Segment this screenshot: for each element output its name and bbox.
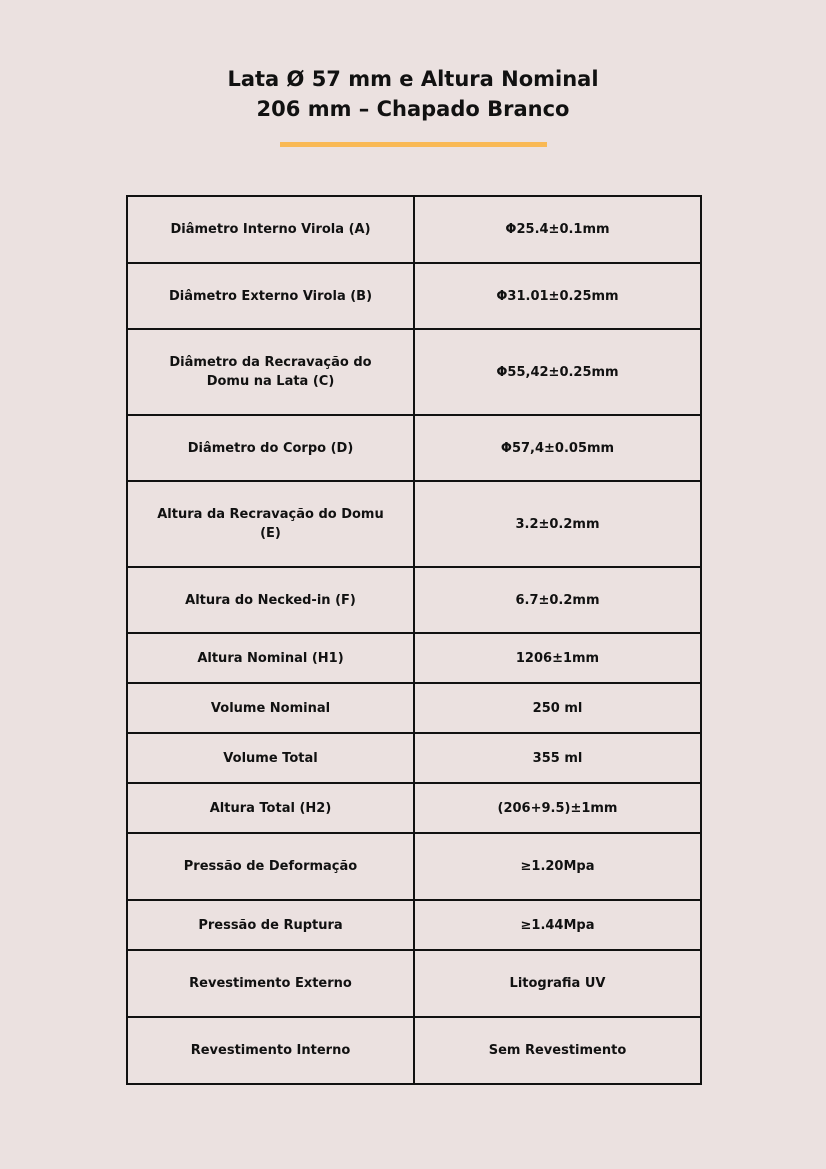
table-row bbox=[127, 833, 701, 900]
spec-table bbox=[126, 195, 702, 1085]
table-row bbox=[127, 783, 701, 833]
table-row bbox=[127, 900, 701, 950]
row-value: ≥1.20Mpa bbox=[414, 833, 701, 900]
row-label: Pressão de Deformação bbox=[127, 833, 414, 900]
row-value: Φ57,4±0.05mm bbox=[414, 415, 701, 481]
row-label: Revestimento Interno bbox=[127, 1017, 414, 1084]
table-row bbox=[127, 329, 701, 415]
row-label: Volume Total bbox=[127, 733, 414, 783]
row-value: 250 ml bbox=[414, 683, 701, 733]
row-value: 1206±1mm bbox=[414, 633, 701, 683]
title-accent-bar bbox=[280, 142, 547, 147]
row-label: Altura da Recravação do Domu (E) bbox=[127, 481, 414, 567]
row-label: Altura Nominal (H1) bbox=[127, 633, 414, 683]
row-label: Pressão de Ruptura bbox=[127, 900, 414, 950]
row-value: 6.7±0.2mm bbox=[414, 567, 701, 633]
row-label: Altura do Necked-in (F) bbox=[127, 567, 414, 633]
table-row bbox=[127, 950, 701, 1017]
page-title bbox=[0, 64, 826, 124]
table-row bbox=[127, 196, 701, 263]
title-line-1: Lata Ø 57 mm e Altura Nominal bbox=[227, 67, 599, 91]
row-value: Litografia UV bbox=[414, 950, 701, 1017]
table-row bbox=[127, 733, 701, 783]
row-value: Φ31.01±0.25mm bbox=[414, 263, 701, 329]
table-row bbox=[127, 415, 701, 481]
row-value: 355 ml bbox=[414, 733, 701, 783]
row-label: Diâmetro da Recravação do Domu na Lata (C) bbox=[127, 329, 414, 415]
row-value: Φ25.4±0.1mm bbox=[414, 196, 701, 263]
row-label: Volume Nominal bbox=[127, 683, 414, 733]
table-row bbox=[127, 633, 701, 683]
row-label: Revestimento Externo bbox=[127, 950, 414, 1017]
table-row bbox=[127, 683, 701, 733]
row-value: Φ55,42±0.25mm bbox=[414, 329, 701, 415]
row-label: Diâmetro do Corpo (D) bbox=[127, 415, 414, 481]
row-value: (206+9.5)±1mm bbox=[414, 783, 701, 833]
row-value: Sem Revestimento bbox=[414, 1017, 701, 1084]
row-value: ≥1.44Mpa bbox=[414, 900, 701, 950]
table-row bbox=[127, 481, 701, 567]
row-value: 3.2±0.2mm bbox=[414, 481, 701, 567]
table-row bbox=[127, 567, 701, 633]
row-label: Altura Total (H2) bbox=[127, 783, 414, 833]
title-line-2: 206 mm – Chapado Branco bbox=[256, 97, 570, 121]
table-row bbox=[127, 263, 701, 329]
row-label: Diâmetro Externo Virola (B) bbox=[127, 263, 414, 329]
table-row bbox=[127, 1017, 701, 1084]
row-label: Diâmetro Interno Virola (A) bbox=[127, 196, 414, 263]
